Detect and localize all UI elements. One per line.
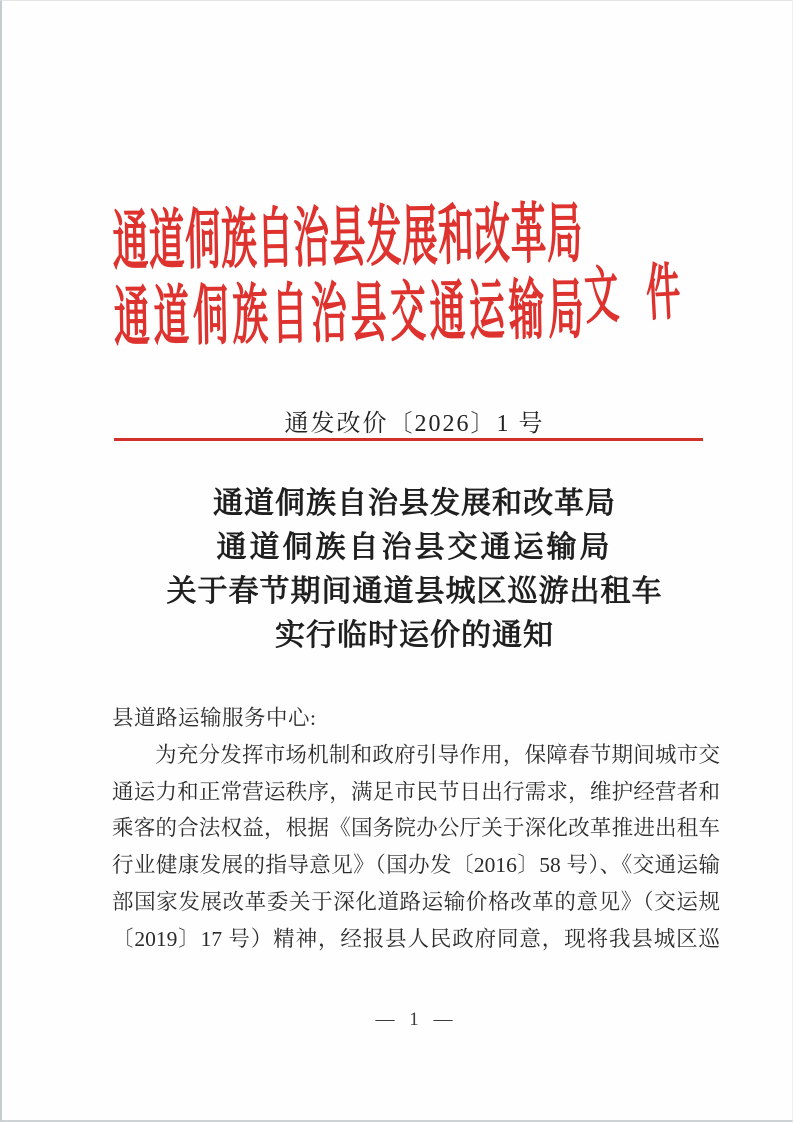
- letterhead-agency-line-2: 通道侗族自治县交通运输局: [113, 273, 585, 355]
- document-title: [112, 482, 717, 658]
- paragraph-line: 部国家发展改革委关于深化道路运输价格改革的意见》（交运规: [112, 889, 720, 914]
- letterhead: [112, 197, 584, 357]
- paragraph-line: 为充分发挥市场机制和政府引导作用，保障春节期间城市交: [155, 742, 720, 767]
- salutation: 县道路运输服务中心:: [112, 706, 317, 730]
- letterhead-doc-type-label: 文件: [582, 257, 710, 332]
- paragraph-line: 行业健康发展的指导意见》（国办发〔2016〕58 号）、《交通运输: [112, 853, 720, 878]
- letterhead-agency-line-1: 通道侗族自治县发展和改革局: [112, 197, 584, 279]
- paragraph-line: 〔2019〕17 号）精神，经报县人民政府同意，现将我县城区巡: [112, 926, 720, 951]
- paragraph-line: 通运力和正常营运秩序，满足市民节日出行需求，维护经营者和: [112, 779, 720, 804]
- paragraph-line: 乘客的合法权益，根据《国务院办公厅关于深化改革推进出租车: [112, 816, 720, 841]
- title-line-1: 通道侗族自治县发展和改革局: [213, 487, 616, 520]
- red-separator-rule: [114, 438, 703, 441]
- title-line-4: 实行临时运价的通知: [275, 619, 554, 652]
- page-number: — 1 —: [375, 1009, 454, 1030]
- title-line-2: 通道侗族自治县交通运输局: [216, 531, 613, 564]
- document-number: 通发改价〔2026〕1 号: [284, 411, 545, 437]
- document-body: [112, 700, 720, 958]
- title-line-3: 关于春节期间通道县城区巡游出租车: [166, 575, 663, 608]
